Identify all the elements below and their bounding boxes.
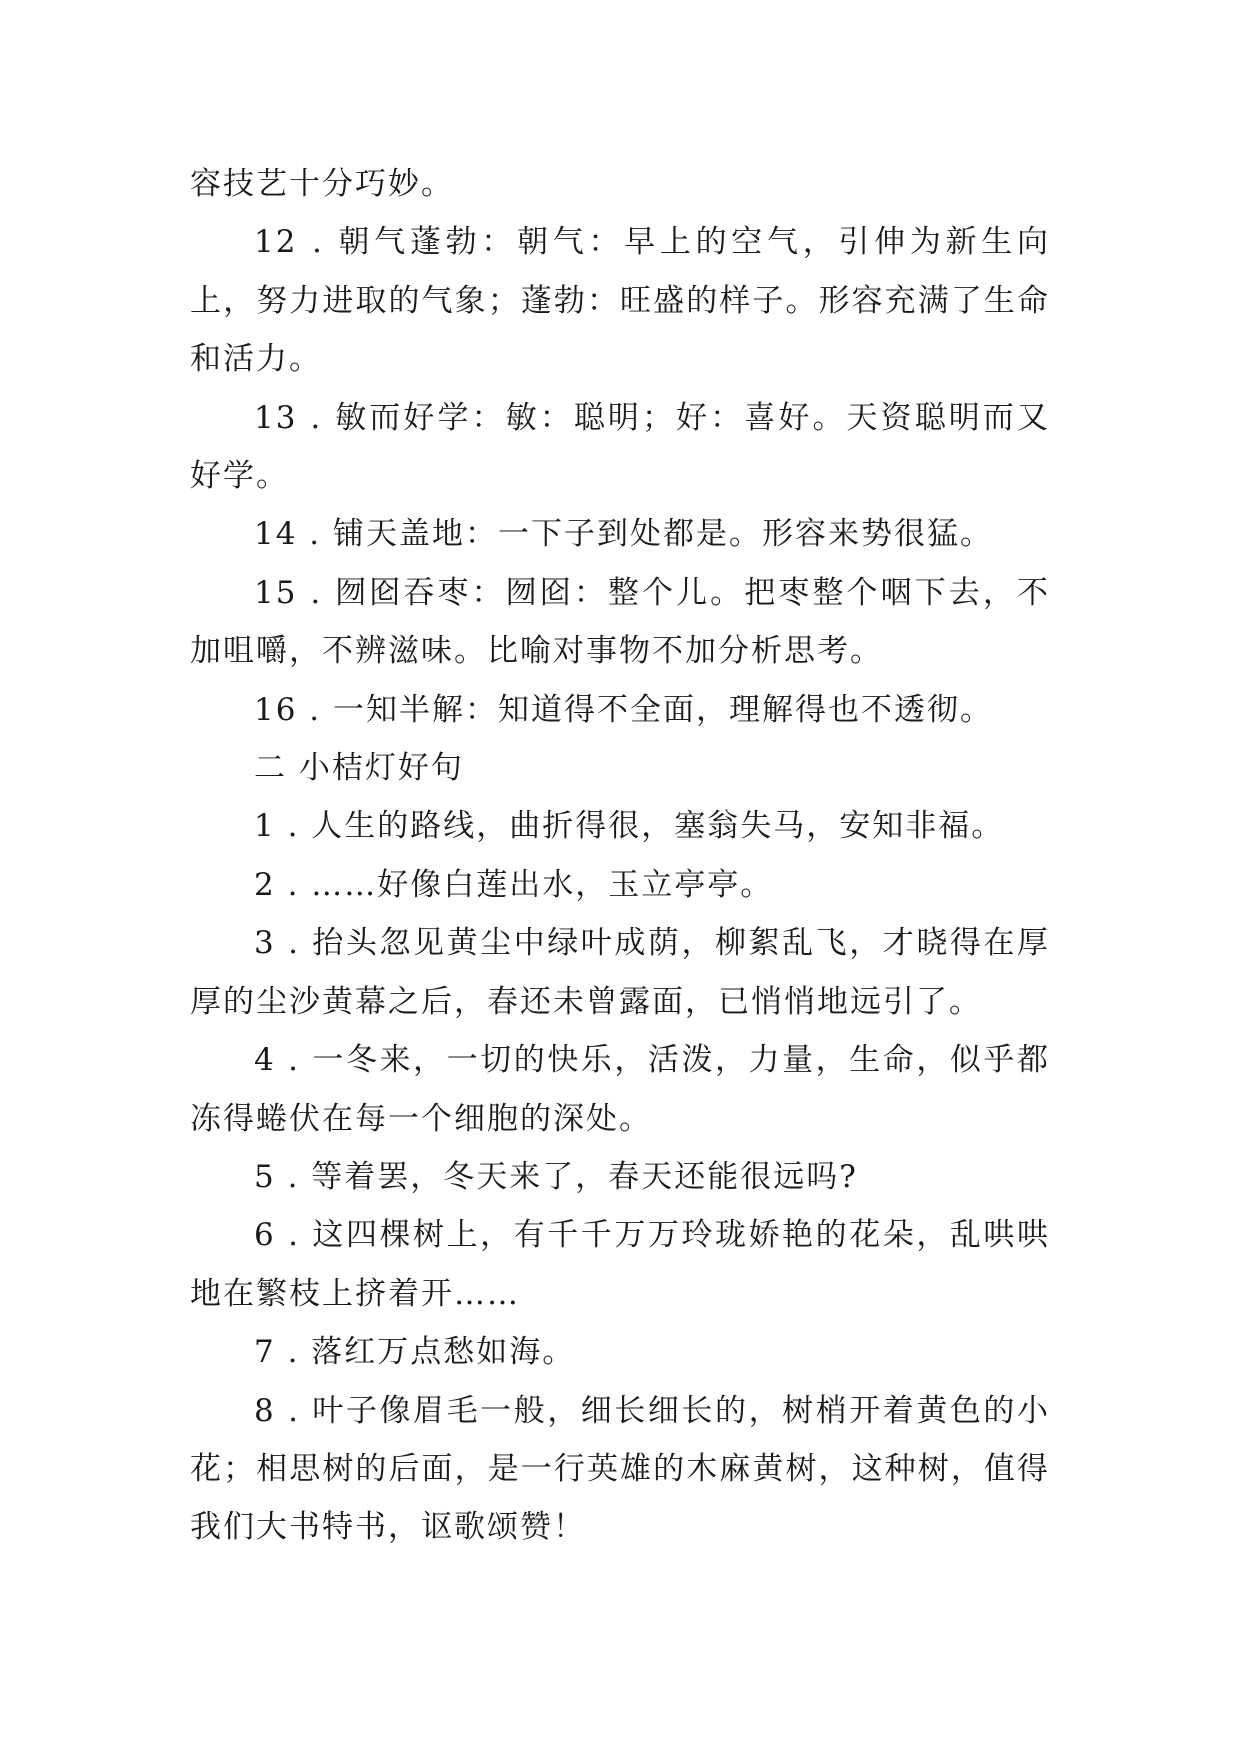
paragraph: 13 . 敏而好学：敏：聪明；好：喜好。天资聪明而又好学。 xyxy=(190,399,1050,495)
paragraph: 2 . ……好像白莲出水，玉立亭亭。 xyxy=(254,866,774,903)
paragraph: 16 . 一知半解：知道得不全面，理解得也不透彻。 xyxy=(254,691,994,728)
paragraph: 14 . 铺天盖地：一下子到处都是。形容来势很猛。 xyxy=(254,516,994,553)
paragraph: 3 . 抬头忽见黄尘中绿叶成荫，柳絮乱飞，才晓得在厚厚的尘沙黄幕之后，春还未曾露面，已悄悄地远引了。 xyxy=(190,925,1050,1020)
section-heading: 二 小桔灯好句 xyxy=(254,750,464,787)
paragraph: 5 . 等着罢，冬天来了，春天还能很远吗? xyxy=(254,1158,858,1195)
paragraph: 12 . 朝气蓬勃：朝气：早上的空气，引伸为新生向上，努力进取的气象；蓬勃：旺盛的样子。形容充满了生命和活力。 xyxy=(190,224,1050,378)
paragraph: 1 . 人生的路线，曲折得很，塞翁失马，安知非福。 xyxy=(254,808,1005,845)
body-text xyxy=(190,155,1050,1557)
paragraph: 容技艺十分巧妙。 xyxy=(190,166,454,202)
paragraph: 8 . 叶子像眉毛一般，细长细长的，树梢开着黄色的小花；相思树的后面，是一行英雄的木麻黄树，这种树，值得我们大书特书，讴歌颂赞！ xyxy=(190,1392,1050,1546)
paragraph: 7 . 落红万点愁如海。 xyxy=(254,1334,576,1371)
paragraph: 6 . 这四棵树上，有千千万万玲珑娇艳的花朵，乱哄哄地在繁枝上挤着开…… xyxy=(190,1217,1050,1312)
paragraph: 4 . 一冬来，一切的快乐，活泼，力量，生命，似乎都冻得蜷伏在每一个细胞的深处。 xyxy=(190,1042,1050,1137)
paragraph: 15 . 囫囵吞枣：囫囵：整个儿。把枣整个咽下去，不加咀嚼，不辨滋味。比喻对事物不加分析思考。 xyxy=(190,574,1050,670)
